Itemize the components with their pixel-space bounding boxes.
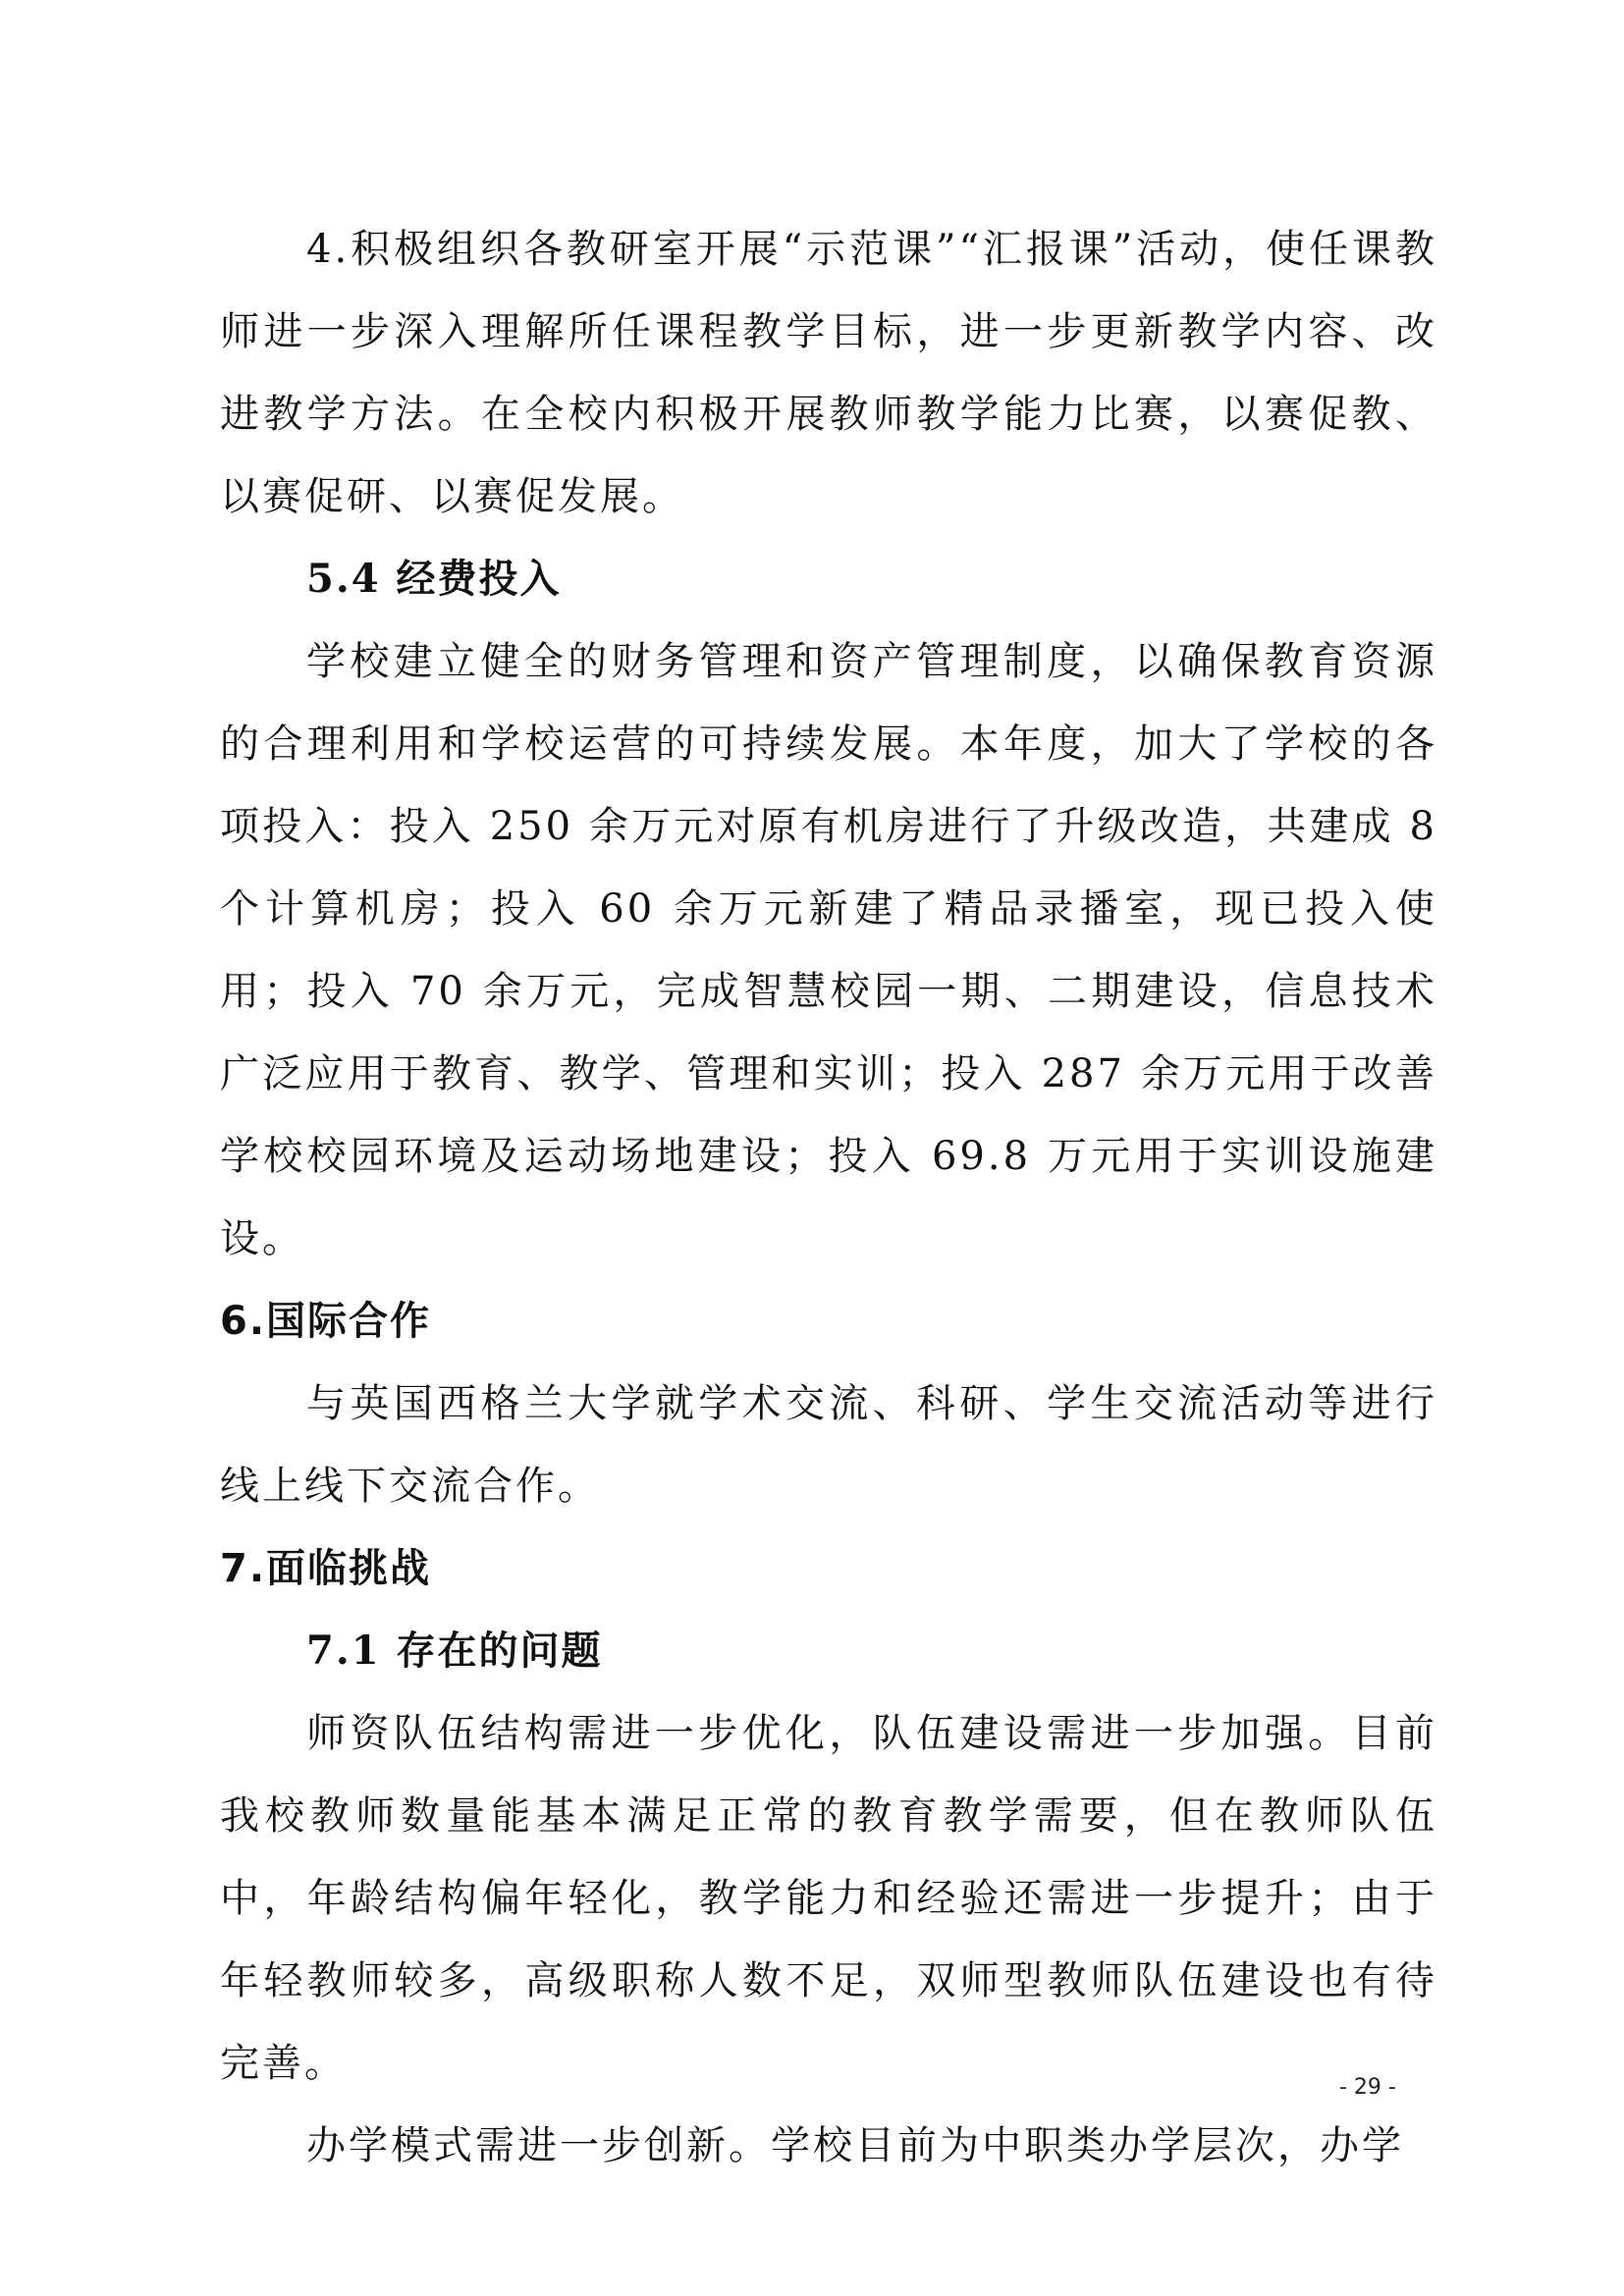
paragraph-cooperation-details: 与英国西格兰大学就学术交流、科研、学生交流活动等进行线上线下交流合作。	[220, 1381, 1437, 1509]
page-content	[220, 208, 1437, 2187]
paragraph-school-model: 办学模式需进一步创新。学校目前为中职类办学层次，办学	[306, 2123, 1404, 2168]
paragraph-funding-details: 学校建立健全的财务管理和资产管理制度，以确保教育资源的合理利用和学校运营的可持续发展。本年度，加大了学校的各项投入：投入 250 余万元对原有机房进行了升级改造，共建成 8 个计算机房；投入 60 余万元新建了精品录播室，现已投入使用；投入 70 余万元，完成智慧校园一期、二期建设，信息技术广泛应用于教育、教学、管理和实训；投入 287 余万元用于改善学校校园环境及运动场地建设；投入 69.8 万元用于实训设施建设。	[220, 639, 1437, 1261]
heading-international-cooperation: 6.国际合作	[220, 1299, 432, 1344]
paragraph-teaching-activities: 4.积极组织各教研室开展“示范课”“汇报课”活动，使任课教师进一步深入理解所任课程教学目标，进一步更新教学内容、改进教学方法。在全校内积极开展教师教学能力比赛，以赛促教、以赛促研、以赛促发展。	[220, 227, 1437, 519]
heading-challenges: 7.面临挑战	[220, 1546, 432, 1591]
paragraph-faculty-structure: 师资队伍结构需进一步优化，队伍建设需进一步加强。目前我校教师数量能基本满足正常的教育教学需要，但在教师队伍中，年龄结构偏年轻化，教学能力和经验还需进一步提升；由于年轻教师较多，高级职称人数不足，双师型教师队伍建设也有待完善。	[220, 1711, 1437, 2086]
heading-existing-problems: 7.1 存在的问题	[306, 1628, 603, 1674]
heading-funding-investment: 5.4 经费投入	[306, 556, 562, 602]
page-number: - 29 -	[1339, 2075, 1396, 2100]
